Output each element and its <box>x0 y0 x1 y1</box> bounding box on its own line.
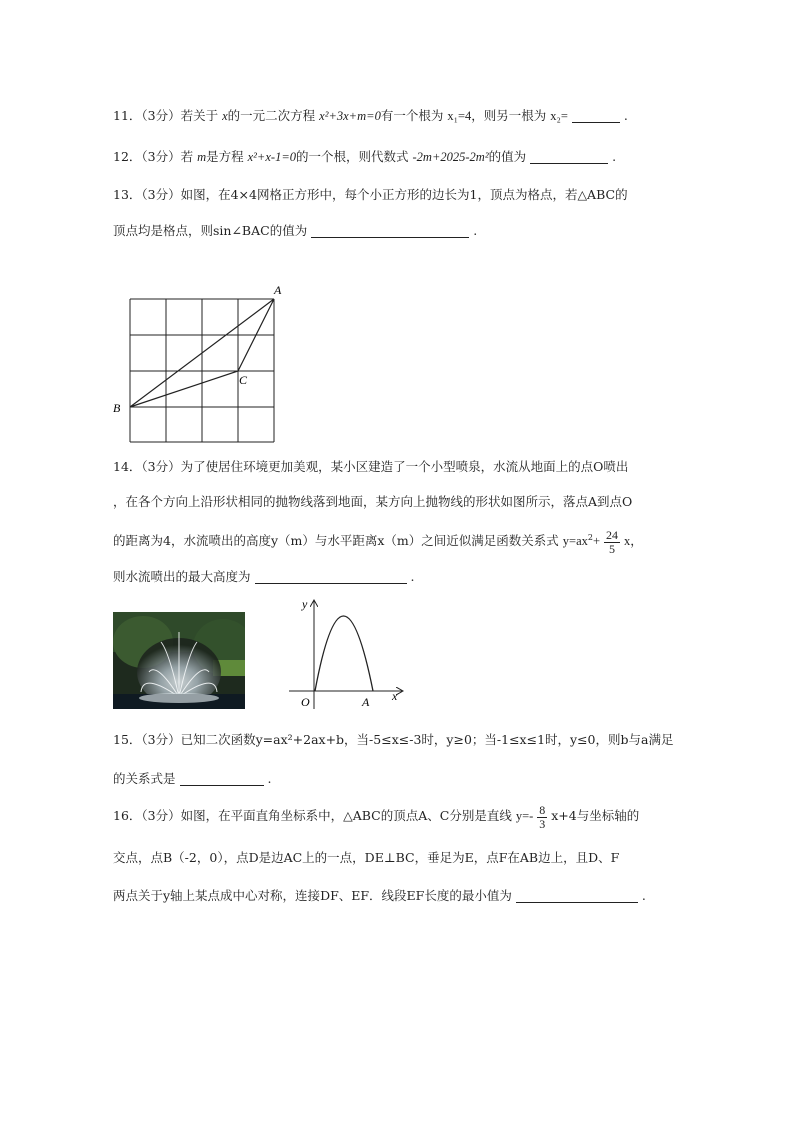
q16-formula-post: x+4与坐标轴的 <box>551 808 640 823</box>
q11-after: 有一个根为 <box>380 108 444 123</box>
question-15-line-1: 15．（3分）已知二次函数y=ax²+2ax+b，当-5≤x≤-3时，y≥0；当-1≤x≤1时，y≤0，则b与a满足 <box>113 732 674 747</box>
q13-answer-blank[interactable] <box>311 223 469 238</box>
q12-expression: -2m+2025-2m² <box>412 150 489 164</box>
q16-end: . <box>641 888 646 903</box>
label-o: O <box>301 695 310 709</box>
q11-root: x₁=4 <box>447 109 472 123</box>
q12-after: 的一个根，则代数式 <box>296 149 409 164</box>
label-c: C <box>239 373 248 387</box>
q16-line1-text: 16．（3分）如图，在平面直角坐标系中，△ABC的顶点A、C分别是直线 <box>113 808 512 823</box>
label-y: y <box>302 597 308 611</box>
question-16-line-1 <box>113 804 639 831</box>
q12-equation: x²+x-1=0 <box>247 150 297 164</box>
fountain-photo <box>113 612 245 709</box>
q16-frac-num: 8 <box>539 803 546 817</box>
q14-fraction <box>604 529 620 556</box>
question-14-line-2: ，在各个方向上沿形状相同的抛物线落到地面，某方向上抛物线的形状如图所示，落点A到点O <box>113 494 633 509</box>
q16-line3-text: 两点关于y轴上某点成中心对称，连接DF、EF．线段EF长度的最小值为 <box>113 888 512 903</box>
q13-line2-text: 顶点均是格点，则sin∠BAC的值为 <box>113 223 308 238</box>
q14-line3-text: 的距离为4，水流喷出的高度y（m）与水平距离x（m）之间近似满足函数关系式 <box>113 533 559 549</box>
q14-formula-pre: y=ax <box>562 534 588 549</box>
q14-line4-text: 则水流喷出的最大高度为 <box>113 569 251 584</box>
q16-fraction <box>537 804 547 831</box>
q15-answer-blank[interactable] <box>180 771 264 786</box>
q11-equation: x²+3x+m=0 <box>319 109 381 123</box>
parabola-curve <box>315 616 373 691</box>
q11-mid: 的一元二次方程 <box>227 108 316 123</box>
q12-prefix: 12．（3分）若 <box>113 149 194 164</box>
label-b: B <box>113 401 121 415</box>
q14-formula-exp: 2 <box>587 533 593 542</box>
q16-frac-den: 3 <box>539 817 546 831</box>
q14-formula-post: x， <box>624 534 643 549</box>
q16-formula-pre: y=- <box>515 809 534 823</box>
q13-end: . <box>473 223 478 238</box>
grid-triangle-figure <box>108 280 293 450</box>
question-13-line-2 <box>113 221 477 241</box>
q12-var-m: m <box>197 150 207 164</box>
q12-tail: 的值为 <box>488 149 527 164</box>
question-14-line-3 <box>113 528 643 556</box>
question-14-line-1: 14．（3分）为了使居住环境更加美观，某小区建造了一个小型喷泉，水流从地面上的点O喷出 <box>113 459 629 474</box>
question-15-line-2 <box>113 769 271 789</box>
q15-end: . <box>267 771 272 786</box>
q11-tail: ，则另一根为 <box>471 108 547 123</box>
q12-end: . <box>612 149 617 164</box>
q16-answer-blank[interactable] <box>516 888 638 903</box>
question-13-line-1: 13．（3分）如图，在4×4网格正方形中，每个小正方形的边长为1，顶点为格点，若△ABC的 <box>113 187 628 202</box>
parabola-graph <box>285 596 410 714</box>
q14-end: . <box>410 569 415 584</box>
q14-answer-blank[interactable] <box>255 569 407 584</box>
label-x: x <box>392 689 398 703</box>
q14-formula-plus: + <box>592 534 601 549</box>
q11-answer-blank[interactable] <box>572 108 620 123</box>
q12-answer-blank[interactable] <box>530 149 608 164</box>
question-12 <box>113 147 616 167</box>
label-a: A <box>274 283 282 297</box>
q11-end: . <box>623 108 628 123</box>
question-14-line-4 <box>113 567 414 587</box>
q15-line2-text: 的关系式是 <box>113 771 176 786</box>
grid-lines <box>130 299 274 442</box>
question-11 <box>113 106 628 126</box>
q11-var-x: x <box>222 109 228 123</box>
q14-frac-den: 5 <box>609 542 616 557</box>
q14-frac-num: 24 <box>606 528 619 543</box>
question-16-line-2: 交点，点B（-2，0），点D是边AC上的一点，DE⊥BC，垂足为E，点F在AB边上，且D、F <box>113 850 620 865</box>
q11-target: x₂= <box>550 109 568 123</box>
q11-prefix: 11．（3分）若关于 <box>113 108 219 123</box>
label-a-point: A <box>362 695 370 709</box>
q12-mid: 是方程 <box>206 149 244 164</box>
question-16-line-3 <box>113 886 646 906</box>
